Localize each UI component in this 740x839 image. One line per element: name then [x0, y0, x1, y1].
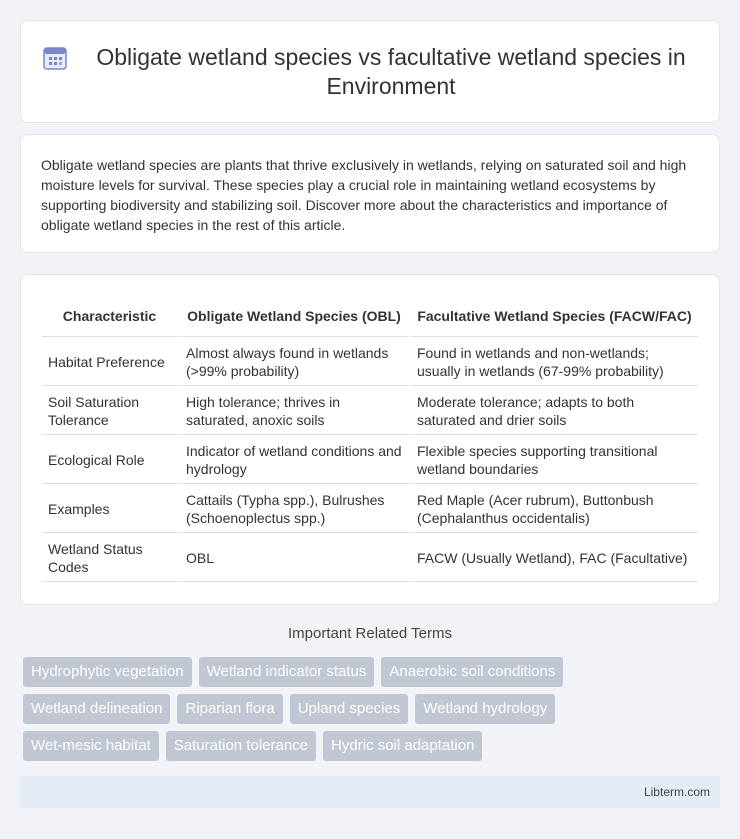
related-term-tag[interactable]: Upland species	[290, 694, 409, 724]
row-label: Habitat Preference	[42, 337, 177, 386]
obligate-cell: OBL	[177, 533, 408, 582]
row-label: Soil Saturation Tolerance	[42, 386, 177, 435]
table-row	[42, 484, 698, 533]
obligate-cell: Indicator of wetland conditions and hydrology	[177, 435, 408, 484]
row-label: Wetland Status Codes	[42, 533, 177, 582]
table-row	[42, 386, 698, 435]
table-row	[42, 533, 698, 582]
header-characteristic: Characteristic	[42, 293, 177, 337]
related-term-tag[interactable]: Anaerobic soil conditions	[381, 657, 563, 687]
facultative-cell: FACW (Usually Wetland), FAC (Facultative)	[408, 533, 698, 582]
page-title: Obligate wetland species vs facultative wetland species in Environment	[96, 43, 686, 99]
title-card	[20, 20, 720, 123]
obligate-cell: High tolerance; thrives in saturated, anoxic soils	[177, 386, 408, 435]
related-term-tag[interactable]: Wetland delineation	[23, 694, 170, 724]
intro-card	[20, 134, 720, 253]
related-terms-title: Important Related Terms	[288, 625, 452, 642]
table-row	[42, 435, 698, 484]
intro-paragraph: Obligate wetland species are plants that thrive exclusively in wetlands, relying on saturated soil and high moisture levels for survival. These species play a crucial role in maintaining wetland ecosystems by supporting biodiversity and stabilizing soil. Discover more about the characteristics and importance of obligate wetland species in the rest of this article.	[41, 157, 687, 233]
facultative-cell: Moderate tolerance; adapts to both saturated and drier soils	[408, 386, 698, 435]
related-term-tag[interactable]: Hydrophytic vegetation	[23, 657, 192, 687]
header-obligate: Obligate Wetland Species (OBL)	[177, 293, 408, 337]
related-terms-list	[23, 657, 623, 768]
calendar-icon	[41, 44, 69, 72]
footer	[20, 776, 720, 808]
related-term-tag[interactable]: Saturation tolerance	[166, 731, 316, 761]
related-term-tag[interactable]: Wetland hydrology	[415, 694, 555, 724]
facultative-cell: Found in wetlands and non-wetlands; usually in wetlands (67-99% probability)	[408, 337, 698, 386]
obligate-cell: Cattails (Typha spp.), Bulrushes (Schoenoplectus spp.)	[177, 484, 408, 533]
header-facultative: Facultative Wetland Species (FACW/FAC)	[408, 293, 698, 337]
related-term-tag[interactable]: Wetland indicator status	[199, 657, 375, 687]
obligate-cell: Almost always found in wetlands (>99% probability)	[177, 337, 408, 386]
row-label: Examples	[42, 484, 177, 533]
title-wrap	[21, 21, 719, 122]
footer-site-link[interactable]: Libterm.com	[643, 785, 710, 799]
facultative-cell: Flexible species supporting transitional wetland boundaries	[408, 435, 698, 484]
related-term-tag[interactable]: Hydric soil adaptation	[323, 731, 482, 761]
facultative-cell: Red Maple (Acer rubrum), Buttonbush (Cephalanthus occidentalis)	[408, 484, 698, 533]
related-term-tag[interactable]: Wet-mesic habitat	[23, 731, 159, 761]
table-row	[42, 337, 698, 386]
related-term-tag[interactable]: Riparian flora	[177, 694, 282, 724]
row-label: Ecological Role	[42, 435, 177, 484]
table-header-row	[42, 293, 698, 337]
table-card	[20, 274, 720, 605]
comparison-table	[42, 293, 698, 582]
